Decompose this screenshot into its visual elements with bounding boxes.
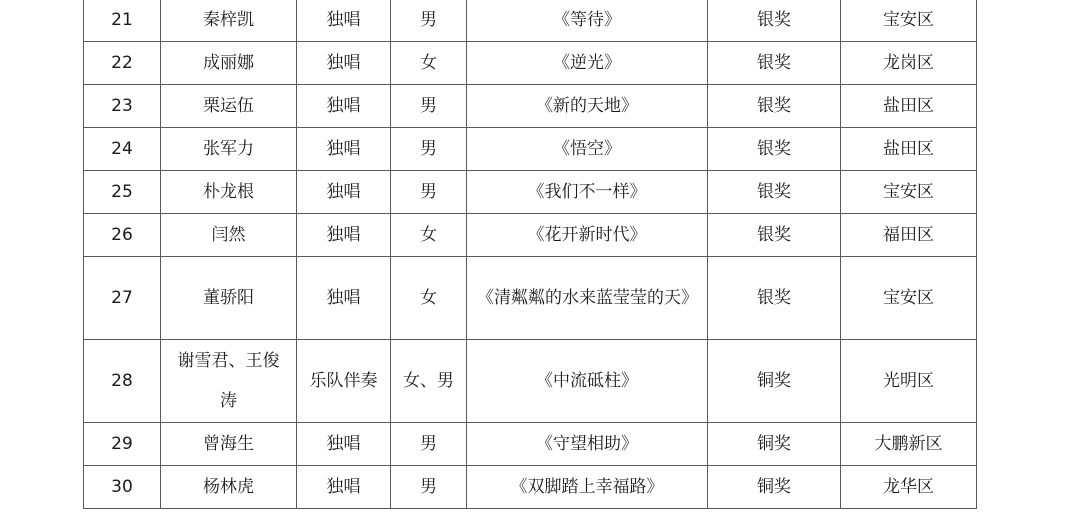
cell-no: 21 bbox=[84, 0, 161, 42]
cell-no: 23 bbox=[84, 85, 161, 128]
table-row bbox=[84, 42, 977, 85]
cell-award: 银奖 bbox=[708, 128, 841, 171]
cell-gender: 女 bbox=[391, 257, 467, 340]
cell-award: 银奖 bbox=[708, 214, 841, 257]
cell-award: 银奖 bbox=[708, 0, 841, 42]
table-row bbox=[84, 171, 977, 214]
cell-award: 铜奖 bbox=[708, 466, 841, 509]
table-row bbox=[84, 340, 977, 423]
cell-district: 光明区 bbox=[841, 340, 977, 423]
cell-type: 独唱 bbox=[297, 423, 391, 466]
cell-song: 《悟空》 bbox=[467, 128, 708, 171]
cell-type: 独唱 bbox=[297, 128, 391, 171]
cell-district: 宝安区 bbox=[841, 0, 977, 42]
cell-song: 《中流砥柱》 bbox=[467, 340, 708, 423]
results-table bbox=[83, 0, 977, 509]
cell-type: 乐队伴奏 bbox=[297, 340, 391, 423]
cell-song: 《我们不一样》 bbox=[467, 171, 708, 214]
cell-no: 24 bbox=[84, 128, 161, 171]
cell-name: 谢雪君、王俊涛 bbox=[161, 340, 297, 423]
cell-award: 银奖 bbox=[708, 42, 841, 85]
table-row bbox=[84, 0, 977, 42]
table-row bbox=[84, 85, 977, 128]
cell-district: 龙华区 bbox=[841, 466, 977, 509]
cell-song: 《等待》 bbox=[467, 0, 708, 42]
table-row bbox=[84, 257, 977, 340]
cell-district: 盐田区 bbox=[841, 128, 977, 171]
cell-name: 栗运伍 bbox=[161, 85, 297, 128]
cell-type: 独唱 bbox=[297, 214, 391, 257]
table-row bbox=[84, 423, 977, 466]
cell-gender: 男 bbox=[391, 0, 467, 42]
cell-no: 30 bbox=[84, 466, 161, 509]
cell-name: 成丽娜 bbox=[161, 42, 297, 85]
cell-no: 25 bbox=[84, 171, 161, 214]
cell-gender: 男 bbox=[391, 85, 467, 128]
cell-gender: 男 bbox=[391, 171, 467, 214]
cell-gender: 男 bbox=[391, 466, 467, 509]
cell-type: 独唱 bbox=[297, 0, 391, 42]
cell-award: 铜奖 bbox=[708, 340, 841, 423]
cell-district: 福田区 bbox=[841, 214, 977, 257]
table-row bbox=[84, 214, 977, 257]
cell-name: 曾海生 bbox=[161, 423, 297, 466]
cell-song: 《逆光》 bbox=[467, 42, 708, 85]
cell-no: 26 bbox=[84, 214, 161, 257]
cell-award: 银奖 bbox=[708, 257, 841, 340]
cell-award: 银奖 bbox=[708, 85, 841, 128]
cell-song: 《清粼粼的水来蓝莹莹的天》 bbox=[467, 257, 708, 340]
cell-name: 董骄阳 bbox=[161, 257, 297, 340]
cell-district: 宝安区 bbox=[841, 257, 977, 340]
cell-district: 龙岗区 bbox=[841, 42, 977, 85]
cell-song: 《守望相助》 bbox=[467, 423, 708, 466]
cell-district: 大鹏新区 bbox=[841, 423, 977, 466]
table-row bbox=[84, 128, 977, 171]
cell-song: 《新的天地》 bbox=[467, 85, 708, 128]
cell-name: 杨林虎 bbox=[161, 466, 297, 509]
cell-district: 宝安区 bbox=[841, 171, 977, 214]
cell-gender: 女 bbox=[391, 214, 467, 257]
cell-no: 29 bbox=[84, 423, 161, 466]
cell-name: 秦梓凯 bbox=[161, 0, 297, 42]
cell-song: 《双脚踏上幸福路》 bbox=[467, 466, 708, 509]
cell-no: 28 bbox=[84, 340, 161, 423]
cell-gender: 女 bbox=[391, 42, 467, 85]
cell-gender: 男 bbox=[391, 128, 467, 171]
cell-district: 盐田区 bbox=[841, 85, 977, 128]
cell-song: 《花开新时代》 bbox=[467, 214, 708, 257]
cell-award: 银奖 bbox=[708, 171, 841, 214]
cell-award: 铜奖 bbox=[708, 423, 841, 466]
cell-type: 独唱 bbox=[297, 257, 391, 340]
cell-name: 闫然 bbox=[161, 214, 297, 257]
cell-gender: 女、男 bbox=[391, 340, 467, 423]
cell-name: 朴龙根 bbox=[161, 171, 297, 214]
cell-gender: 男 bbox=[391, 423, 467, 466]
cell-name: 张军力 bbox=[161, 128, 297, 171]
cell-type: 独唱 bbox=[297, 42, 391, 85]
cell-no: 27 bbox=[84, 257, 161, 340]
cell-type: 独唱 bbox=[297, 171, 391, 214]
cell-type: 独唱 bbox=[297, 85, 391, 128]
table-row bbox=[84, 466, 977, 509]
cell-type: 独唱 bbox=[297, 466, 391, 509]
cell-no: 22 bbox=[84, 42, 161, 85]
